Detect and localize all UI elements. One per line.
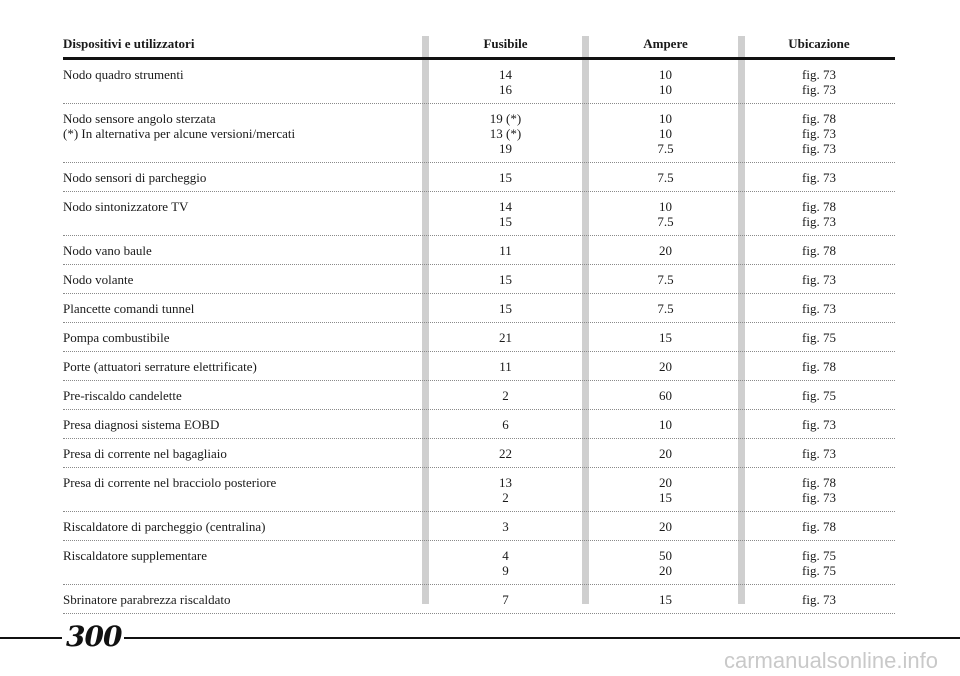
- header-fuse: Fusibile: [483, 36, 528, 51]
- table-row: [63, 439, 895, 468]
- location-text: fig. 75: [802, 330, 836, 345]
- location-text: fig. 73: [802, 446, 836, 461]
- table-row: [63, 410, 895, 439]
- table-row: [63, 323, 895, 352]
- location-cell: [743, 592, 895, 607]
- location-cell: [743, 199, 895, 229]
- fuse-text: 14: [499, 199, 512, 214]
- ampere-cell: [588, 475, 743, 505]
- location-cell: [743, 475, 895, 505]
- device-cell: [63, 548, 423, 563]
- location-cell: [743, 359, 895, 374]
- ampere-cell: [588, 548, 743, 578]
- ampere-text: 10: [659, 67, 672, 82]
- table-body: [63, 60, 895, 614]
- ampere-text: 7.5: [657, 141, 674, 156]
- fuse-text: 19 (*): [489, 111, 522, 126]
- device-text: Plancette comandi tunnel: [63, 301, 195, 316]
- fuse-text: 14: [499, 67, 512, 82]
- fuse-text: 6: [502, 417, 509, 432]
- table-row: [63, 381, 895, 410]
- ampere-text: 10: [659, 111, 672, 126]
- device-cell: [63, 475, 423, 490]
- table-row: [63, 60, 895, 104]
- ampere-text: 20: [659, 359, 672, 374]
- location-cell: [743, 67, 895, 97]
- device-text: Pre-riscaldo candelette: [63, 388, 182, 403]
- table-row: [63, 294, 895, 323]
- ampere-text: 20: [659, 519, 672, 534]
- ampere-cell: [588, 519, 743, 534]
- fuse-cell: [423, 519, 588, 534]
- location-cell: [743, 548, 895, 578]
- fuse-cell: [423, 301, 588, 316]
- fuse-cell: [423, 359, 588, 374]
- ampere-text: 10: [659, 126, 672, 141]
- footer-rule-left: [0, 637, 62, 639]
- ampere-text: 10: [659, 82, 672, 97]
- ampere-text: 20: [659, 563, 672, 578]
- ampere-cell: [588, 359, 743, 374]
- location-cell: [743, 330, 895, 345]
- location-text: fig. 75: [802, 388, 836, 403]
- fuse-cell: [423, 446, 588, 461]
- table-row: [63, 104, 895, 163]
- fuse-cell: [423, 475, 588, 505]
- device-cell: [63, 243, 423, 258]
- fuse-cell: [423, 67, 588, 97]
- device-cell: [63, 330, 423, 345]
- fuse-text: 9: [502, 563, 509, 578]
- location-text: fig. 73: [802, 126, 836, 141]
- footer-rule-right: [124, 637, 960, 639]
- ampere-cell: [588, 67, 743, 97]
- ampere-cell: [588, 388, 743, 403]
- ampere-text: 60: [659, 388, 672, 403]
- ampere-text: 20: [659, 243, 672, 258]
- location-text: fig. 75: [802, 548, 836, 563]
- location-text: fig. 78: [802, 475, 836, 490]
- page-number: 300: [66, 620, 122, 653]
- ampere-cell: [588, 170, 743, 185]
- device-text: Nodo sintonizzatore TV: [63, 199, 189, 214]
- location-cell: [743, 243, 895, 258]
- table-row: [63, 163, 895, 192]
- ampere-text: 7.5: [657, 272, 674, 287]
- ampere-cell: [588, 301, 743, 316]
- fuse-text: 7: [502, 592, 509, 607]
- device-cell: [63, 111, 423, 141]
- device-text: Presa diagnosi sistema EOBD: [63, 417, 220, 432]
- fuse-text: 15: [499, 301, 512, 316]
- location-cell: [743, 111, 895, 156]
- location-text: fig. 73: [802, 170, 836, 185]
- header-ampere: Ampere: [643, 36, 688, 51]
- location-text: fig. 73: [802, 417, 836, 432]
- fuse-text: 15: [499, 170, 512, 185]
- device-text: Porte (attuatori serrature elettrificate): [63, 359, 257, 374]
- ampere-text: 10: [659, 417, 672, 432]
- table-row: [63, 352, 895, 381]
- ampere-cell: [588, 111, 743, 156]
- header-location: Ubicazione: [788, 36, 850, 51]
- ampere-cell: [588, 592, 743, 607]
- ampere-text: 50: [659, 548, 672, 563]
- ampere-cell: [588, 330, 743, 345]
- device-text: Presa di corrente nel bagagliaio: [63, 446, 227, 461]
- device-cell: [63, 301, 423, 316]
- device-text: Nodo vano baule: [63, 243, 152, 258]
- device-cell: [63, 417, 423, 432]
- location-text: fig. 73: [802, 141, 836, 156]
- device-text: Riscaldatore supplementare: [63, 548, 208, 563]
- table-row: [63, 265, 895, 294]
- device-cell: [63, 592, 423, 607]
- table-header: [63, 31, 895, 60]
- fuse-text: 2: [502, 388, 509, 403]
- device-text: Pompa combustibile: [63, 330, 170, 345]
- device-text: Nodo sensore angolo sterzata: [63, 111, 216, 126]
- fuse-cell: [423, 111, 588, 156]
- fuse-text: 3: [502, 519, 509, 534]
- ampere-text: 20: [659, 446, 672, 461]
- ampere-text: 10: [659, 199, 672, 214]
- device-text: Sbrinatore parabrezza riscaldato: [63, 592, 231, 607]
- fuse-cell: [423, 170, 588, 185]
- location-text: fig. 73: [802, 214, 836, 229]
- device-cell: [63, 388, 423, 403]
- fuse-cell: [423, 243, 588, 258]
- ampere-cell: [588, 446, 743, 461]
- fuse-cell: [423, 417, 588, 432]
- device-text: Riscaldatore di parcheggio (centralina): [63, 519, 266, 534]
- fuse-text: 16: [499, 82, 512, 97]
- ampere-text: 15: [659, 330, 672, 345]
- fuse-text: 13 (*): [489, 126, 522, 141]
- location-text: fig. 78: [802, 243, 836, 258]
- location-cell: [743, 301, 895, 316]
- ampere-cell: [588, 243, 743, 258]
- watermark: carmanualsonline.info: [723, 648, 938, 673]
- device-text: Nodo quadro strumenti: [63, 67, 184, 82]
- fuse-text: 2: [502, 490, 509, 505]
- fuse-cell: [423, 548, 588, 578]
- table-row: [63, 468, 895, 512]
- table-row: [63, 585, 895, 614]
- fuse-text: 13: [499, 475, 512, 490]
- device-cell: [63, 67, 423, 82]
- device-cell: [63, 359, 423, 374]
- device-text: Nodo volante: [63, 272, 134, 287]
- location-text: fig. 78: [802, 519, 836, 534]
- header-device: Dispositivi e utilizzatori: [63, 36, 195, 51]
- location-text: fig. 78: [802, 111, 836, 126]
- device-cell: [63, 519, 423, 534]
- table-row: [63, 192, 895, 236]
- ampere-text: 7.5: [657, 214, 674, 229]
- fuse-table: [63, 31, 895, 614]
- location-cell: [743, 446, 895, 461]
- location-cell: [743, 519, 895, 534]
- fuse-text: 21: [499, 330, 512, 345]
- fuse-cell: [423, 388, 588, 403]
- location-text: fig. 73: [802, 301, 836, 316]
- table-row: [63, 541, 895, 585]
- ampere-text: 15: [659, 592, 672, 607]
- fuse-text: 19: [499, 141, 512, 156]
- location-text: fig. 78: [802, 359, 836, 374]
- fuse-text: 11: [499, 243, 512, 258]
- ampere-cell: [588, 417, 743, 432]
- ampere-text: 15: [659, 490, 672, 505]
- fuse-cell: [423, 199, 588, 229]
- location-text: fig. 78: [802, 199, 836, 214]
- device-cell: [63, 446, 423, 461]
- ampere-cell: [588, 199, 743, 229]
- fuse-text: 15: [499, 214, 512, 229]
- device-cell: [63, 272, 423, 287]
- device-text: (*) In alternativa per alcune versioni/mercati: [63, 126, 296, 141]
- table-row: [63, 512, 895, 541]
- location-cell: [743, 417, 895, 432]
- fuse-cell: [423, 330, 588, 345]
- fuse-text: 15: [499, 272, 512, 287]
- location-text: fig. 73: [802, 67, 836, 82]
- table-row: [63, 236, 895, 265]
- ampere-text: 20: [659, 475, 672, 490]
- fuse-text: 4: [502, 548, 509, 563]
- location-text: fig. 73: [802, 592, 836, 607]
- device-text: Nodo sensori di parcheggio: [63, 170, 207, 185]
- fuse-text: 11: [499, 359, 512, 374]
- location-cell: [743, 170, 895, 185]
- location-text: fig. 73: [802, 82, 836, 97]
- device-cell: [63, 170, 423, 185]
- ampere-cell: [588, 272, 743, 287]
- location-cell: [743, 388, 895, 403]
- fuse-cell: [423, 272, 588, 287]
- device-cell: [63, 199, 423, 214]
- location-text: fig. 75: [802, 563, 836, 578]
- ampere-text: 7.5: [657, 170, 674, 185]
- fuse-text: 22: [499, 446, 512, 461]
- location-text: fig. 73: [802, 272, 836, 287]
- fuse-cell: [423, 592, 588, 607]
- location-text: fig. 73: [802, 490, 836, 505]
- ampere-text: 7.5: [657, 301, 674, 316]
- device-text: Presa di corrente nel bracciolo posteriore: [63, 475, 277, 490]
- location-cell: [743, 272, 895, 287]
